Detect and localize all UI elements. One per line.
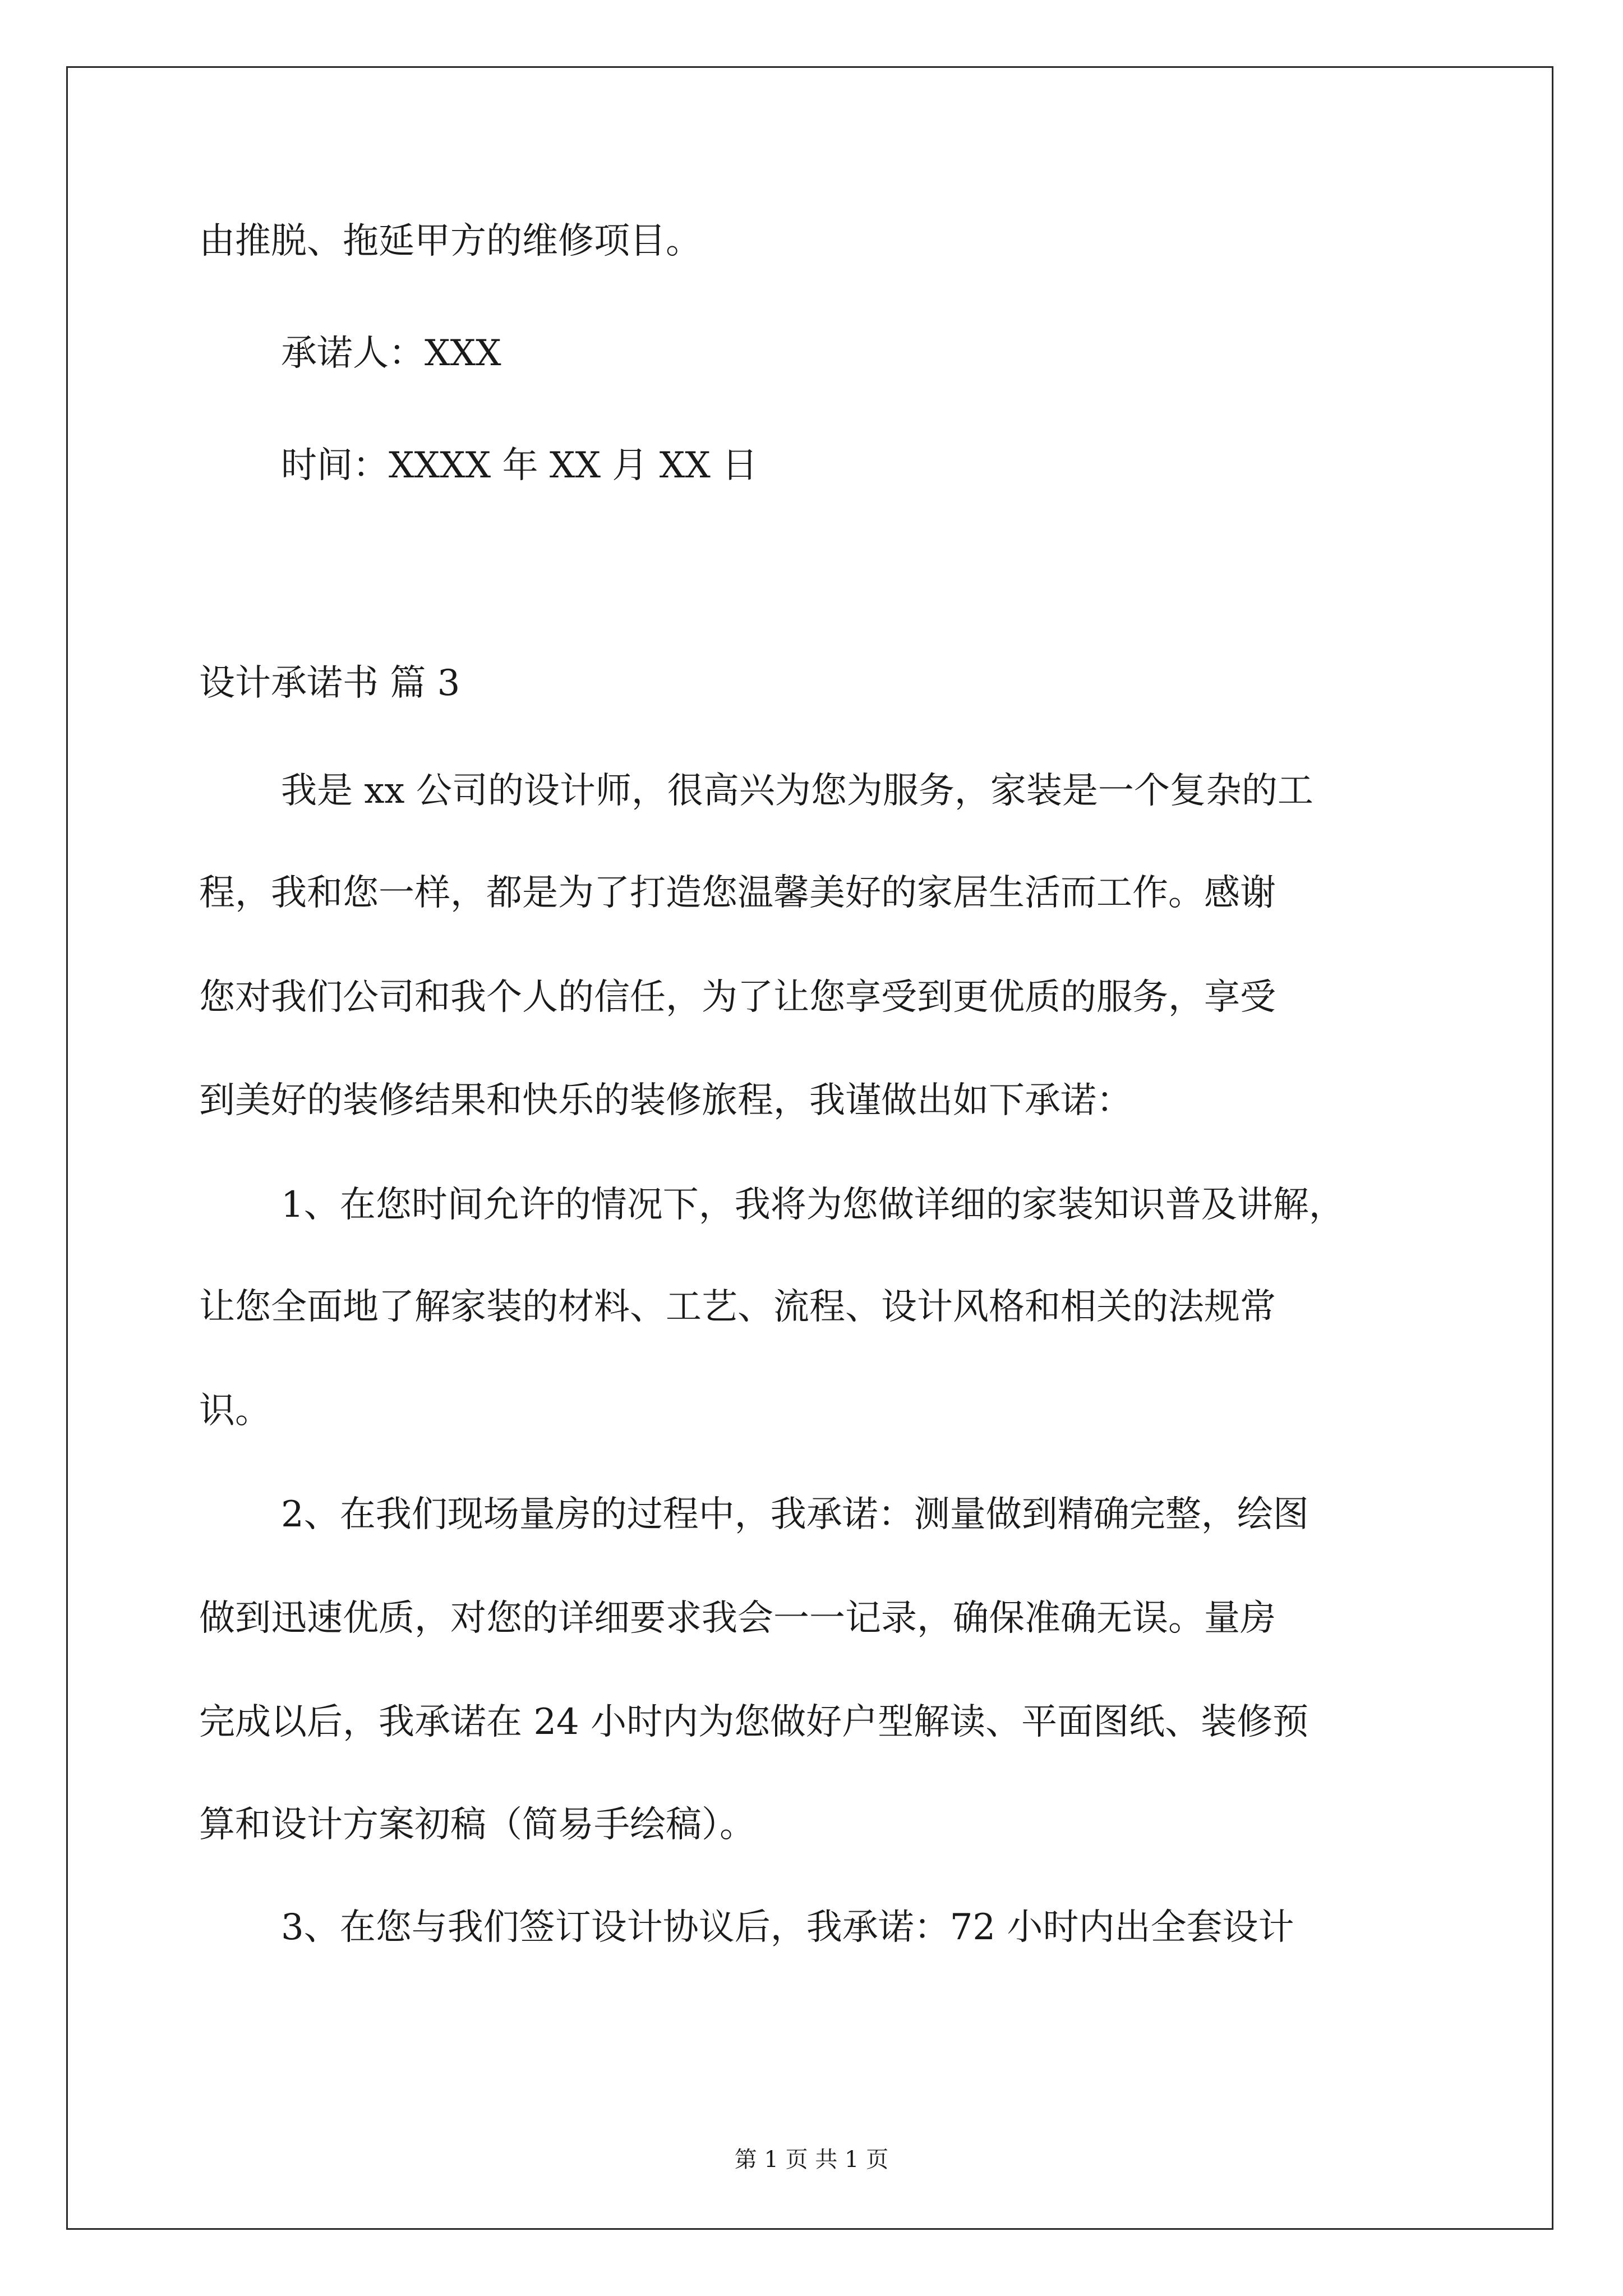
text-line: 您对我们公司和我个人的信任，为了让您享受到更优质的服务，享受 [199,977,1276,1018]
text-line: 完成以后，我承诺在 24 小时内为您做好户型解读、平面图纸、装修预 [199,1701,1309,1743]
text-line: 识。 [199,1390,271,1432]
text-line: 程，我和您一样，都是为了打造您温馨美好的家居生活而工作。感谢 [199,872,1276,914]
page-footer: 第 1 页 共 1 页 [734,2147,889,2173]
document-body [199,0,1433,2296]
text-line: 我是 xx 公司的设计师，很高兴为您为服务，家装是一个复杂的工 [281,770,1313,812]
text-line: 做到迅速优质，对您的详细要求我会一一记录，确保准确无误。量房 [199,1598,1276,1639]
text-line: 3、在您与我们签订设计协议后，我承诺：72 小时内出全套设计 [281,1907,1294,1948]
text-line: 算和设计方案初稿（简易手绘稿）。 [199,1804,755,1846]
text-line: 到美好的装修结果和快乐的装修旅程，我谨做出如下承诺： [199,1080,1132,1121]
signer-line: 承诺人：XXX [281,333,501,374]
section-heading: 设计承诺书 篇 3 [199,662,460,704]
text-line: 1、在您时间允许的情况下，我将为您做详细的家装知识普及讲解， [281,1184,1345,1226]
text-line: 由推脱、拖延甲方的维修项目。 [199,220,702,262]
text-line: 2、在我们现场量房的过程中，我承诺：测量做到精确完整，绘图 [281,1494,1309,1535]
date-line: 时间：XXXX 年 XX 月 XX 日 [281,445,758,486]
text-line: 让您全面地了解家装的材料、工艺、流程、设计风格和相关的法规常 [199,1286,1276,1328]
